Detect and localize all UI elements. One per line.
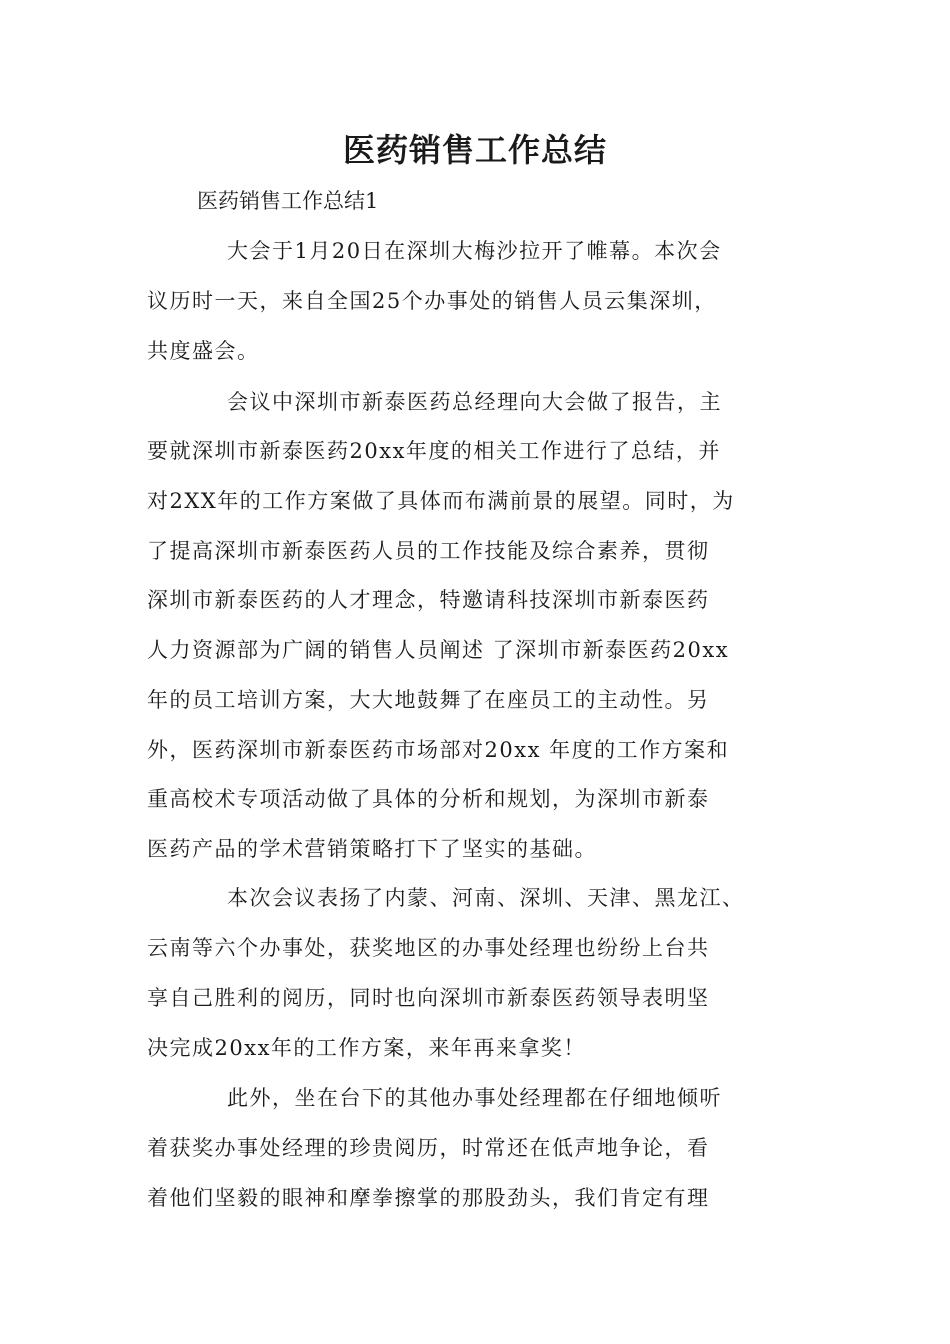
- paragraph-line: 享自己胜利的阅历，同时也向深圳市新泰医药领导表明坚: [147, 986, 710, 1010]
- paragraph-line: 议历时一天，来自全国25个办事处的销售人员云集深圳，: [147, 289, 717, 313]
- paragraph-line: 本次会议表扬了内蒙、河南、深圳、天津、黑龙江、: [227, 886, 745, 910]
- document-title: 医药销售工作总结: [342, 131, 607, 169]
- paragraph-line: 医药产品的学术营销策略打下了坚实的基础。: [147, 837, 597, 861]
- paragraph-line: 云南等六个办事处，获奖地区的办事处经理也纷纷上台共: [147, 936, 710, 960]
- paragraph-line: 年的员工培训方案，大大地鼓舞了在座员工的主动性。另: [147, 688, 710, 712]
- paragraph-line: 深圳市新泰医药的人才理念，特邀请科技深圳市新泰医药: [147, 588, 710, 612]
- paragraph-line: 此外，坐在台下的其他办事处经理都在仔细地倾听: [227, 1086, 722, 1110]
- section-heading: 医药销售工作总结1: [197, 189, 379, 213]
- paragraph-line: 人力资源部为广阔的销售人员阐述 了深圳市新泰医药20xx: [147, 638, 730, 662]
- paragraph-line: 了提高深圳市新泰医药人员的工作技能及综合素养，贯彻: [147, 539, 710, 563]
- paragraph-line: 着获奖办事处经理的珍贵阅历，时常还在低声地争论，看: [147, 1136, 710, 1160]
- paragraph-line: 决完成20xx年的工作方案，来年再来拿奖！: [147, 1036, 586, 1060]
- paragraph-line: 共度盛会。: [147, 339, 260, 363]
- paragraph-line: 大会于1月20日在深圳大梅沙拉开了帷幕。本次会: [227, 239, 722, 263]
- paragraph-line: 要就深圳市新泰医药20xx年度的相关工作进行了总结，并: [147, 439, 721, 463]
- paragraph-line: 重高校术专项活动做了具体的分析和规划，为深圳市新泰: [147, 787, 710, 811]
- paragraph-line: 着他们坚毅的眼神和摩拳擦掌的那股劲头，我们肯定有理: [147, 1186, 710, 1210]
- paragraph-line: 会议中深圳市新泰医药总经理向大会做了报告，主: [227, 390, 722, 414]
- paragraph-line: 对2XX年的工作方案做了具体而布满前景的展望。同时，为: [147, 489, 735, 513]
- paragraph-line: 外，医药深圳市新泰医药市场部对20xx 年度的工作方案和: [147, 738, 730, 762]
